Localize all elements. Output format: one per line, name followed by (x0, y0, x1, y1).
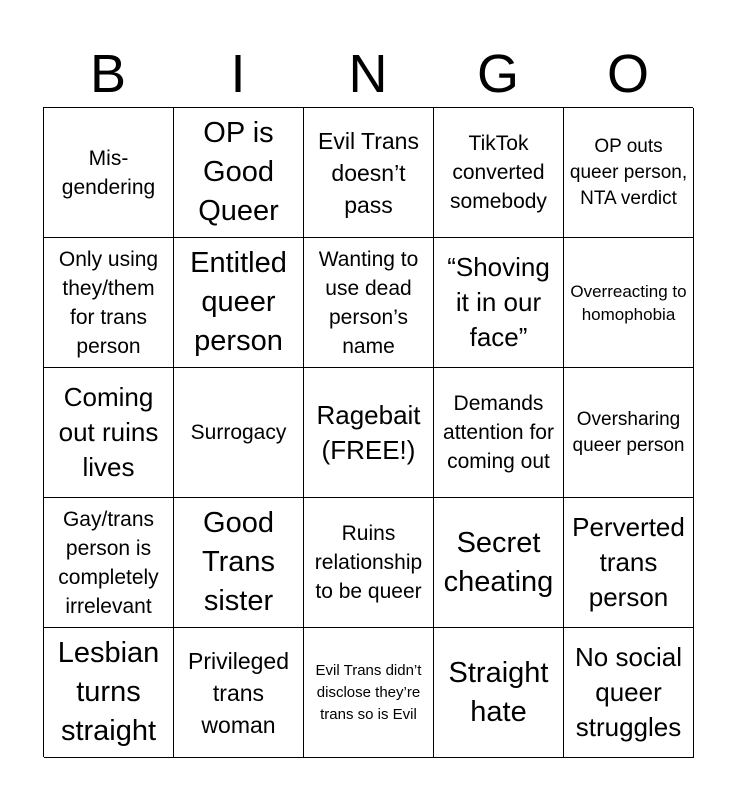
bingo-cell-text: Entitled queer person (190, 247, 287, 357)
bingo-cell[interactable] (434, 108, 564, 238)
bingo-cell-text: Oversharing queer person (572, 408, 685, 456)
bingo-cell[interactable] (174, 238, 304, 368)
bingo-cell-text: Coming out ruins lives (58, 382, 159, 482)
bingo-cell-text: Privileged trans woman (188, 647, 289, 738)
bingo-cell[interactable] (564, 628, 694, 758)
bingo-cell-text: Good Trans sister (201, 507, 276, 617)
bingo-cell[interactable] (304, 108, 434, 238)
bingo-cell-text: Ruins relationship to be queer (314, 522, 423, 603)
bingo-cell-text: Secret cheating (443, 526, 554, 598)
bingo-cell-text: Gay/trans person is completely irrelevant (58, 507, 159, 618)
bingo-grid (43, 107, 693, 757)
bingo-cell-text: Surrogacy (190, 421, 287, 444)
bingo-cell[interactable] (174, 498, 304, 628)
bingo-cell[interactable] (564, 108, 694, 238)
bingo-cell-text: Ragebait (FREE!) (316, 399, 421, 465)
bingo-cell[interactable] (44, 628, 174, 758)
bingo-cell-text: Only using they/them for trans person (58, 247, 159, 358)
bingo-cell[interactable] (434, 628, 564, 758)
bingo-cell-text: Lesbian turns straight (57, 637, 160, 747)
bingo-cell-text: Wanting to use dead person’s name (318, 247, 419, 358)
bingo-cell-text: “Shoving it in our face” (447, 252, 550, 352)
bingo-cell[interactable] (174, 368, 304, 498)
bingo-cell[interactable] (44, 498, 174, 628)
bingo-cell[interactable] (304, 628, 434, 758)
bingo-cell-text: Overreacting to homophobia (570, 281, 687, 324)
bingo-cell[interactable] (304, 498, 434, 628)
bingo-cell[interactable] (174, 628, 304, 758)
bingo-cell-text: OP is Good Queer (198, 117, 279, 227)
bingo-cell-text: Demands attention for coming out (443, 392, 554, 473)
bingo-cell-text: Evil Trans doesn’t pass (318, 127, 419, 218)
bingo-cell-text: Perverted trans person (572, 512, 685, 612)
bingo-cell-text: Straight hate (448, 656, 549, 728)
header-letter-g: G (476, 44, 519, 104)
bingo-cell-text: No social queer struggles (575, 642, 682, 742)
header-letter-b: B (89, 44, 127, 104)
bingo-cell[interactable] (434, 368, 564, 498)
bingo-cell[interactable] (174, 108, 304, 238)
bingo-cell[interactable] (304, 368, 434, 498)
bingo-cell-text: Mis-gendering (61, 146, 156, 199)
bingo-header (43, 40, 693, 108)
bingo-cell-text: TikTok converted somebody (450, 132, 547, 213)
bingo-cell[interactable] (434, 498, 564, 628)
bingo-cell[interactable] (44, 108, 174, 238)
header-letter-o: O (606, 44, 649, 104)
header-letter-i: I (230, 44, 246, 104)
bingo-cell[interactable] (44, 238, 174, 368)
bingo-cell-text: OP outs queer person, NTA verdict (569, 135, 688, 209)
bingo-cell-text: Evil Trans didn’t disclose they’re trans so is Evil (315, 661, 422, 723)
bingo-cell[interactable] (564, 238, 694, 368)
bingo-cell[interactable] (304, 238, 434, 368)
header-letter-n: N (348, 44, 388, 104)
bingo-cell[interactable] (564, 368, 694, 498)
bingo-cell[interactable] (44, 368, 174, 498)
bingo-cell[interactable] (564, 498, 694, 628)
bingo-cell[interactable] (434, 238, 564, 368)
